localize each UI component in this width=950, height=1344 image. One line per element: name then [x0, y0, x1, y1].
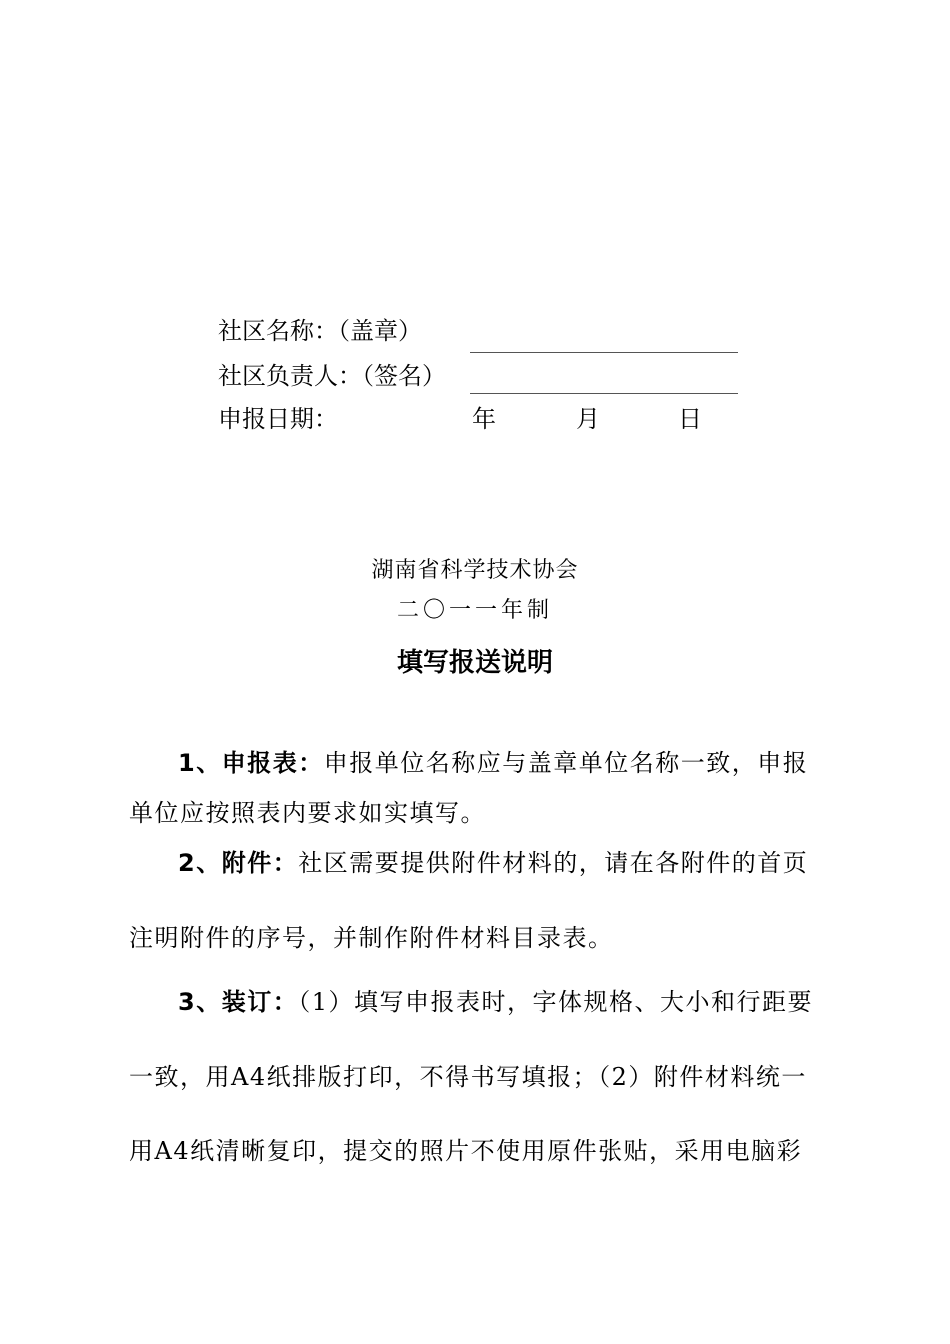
community-name-line — [470, 352, 738, 353]
date-year-label: 年 — [472, 405, 496, 433]
leader-label: 社区负责人：（签名） — [218, 362, 446, 390]
instruction-item-2-line-1 — [178, 848, 808, 878]
instruction-item-3-line-1 — [178, 987, 813, 1017]
instructions-title: 填写报送说明 — [396, 648, 553, 678]
instruction-item-3-line-3: 用A4纸清晰复印，提交的照片不使用原件张贴，采用电脑彩 — [129, 1137, 803, 1165]
instruction-item-2-line-2: 注明附件的序号，并制作附件材料目录表。 — [129, 924, 614, 952]
date-day-label: 日 — [678, 405, 702, 433]
instruction-item-3-text-1: （1）填写申报表时，字体规格、大小和行距要 — [298, 988, 813, 1016]
instruction-item-3-heading: 3、装订： — [178, 988, 299, 1016]
community-name-label: 社区名称：（盖章） — [218, 317, 422, 345]
instruction-item-2-text-1: 社区需要提供附件材料的，请在各附件的首页 — [298, 849, 809, 877]
made-year: 二〇一一年制 — [396, 598, 553, 623]
instruction-item-2-heading: 2、附件： — [178, 849, 299, 877]
leader-signature-line — [470, 393, 738, 394]
instruction-item-1-line-1 — [178, 748, 808, 778]
instruction-item-1-heading: 1、申报表： — [178, 749, 324, 777]
instruction-item-1-line-2: 单位应按照表内要求如实填写。 — [129, 799, 486, 827]
date-month-label: 月 — [576, 405, 600, 433]
instruction-item-1-text-1: 申报单位名称应与盖章单位名称一致，申报 — [323, 749, 809, 777]
date-label: 申报日期： — [218, 405, 338, 433]
issuer-organization: 湖南省科学技术协会 — [371, 558, 579, 583]
instruction-item-3-line-2: 一致，用A4纸排版打印，不得书写填报；（2）附件材料统一 — [129, 1063, 807, 1091]
